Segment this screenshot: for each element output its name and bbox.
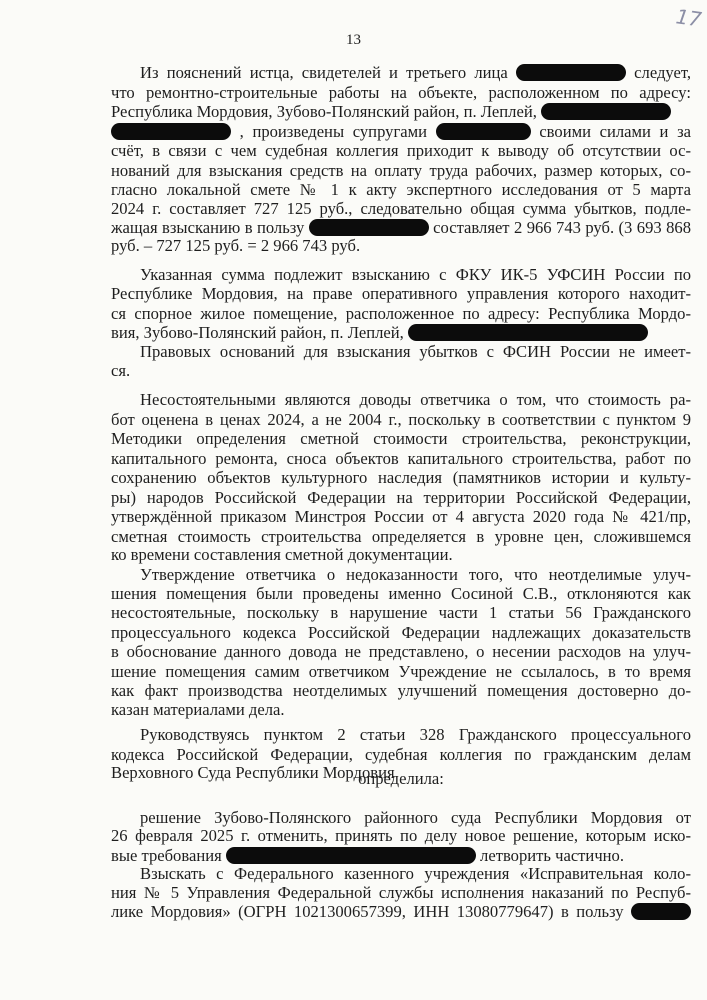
- text-line: [111, 235, 691, 257]
- text-segment: ния № 5 Управления Федеральной службы исполнения наказаний по Респуб-: [111, 883, 691, 902]
- text-segment: определила:: [358, 769, 444, 788]
- redaction-mark: [631, 903, 691, 920]
- text-segment: несостоятельные, поскольку в нарушение части 1 статьи 56 Гражданского: [111, 603, 691, 622]
- text-line: [111, 140, 691, 162]
- text-line: [111, 544, 691, 566]
- text-segment: процессуального кодекса Российской Федерации надлежащих доказательств: [111, 623, 691, 642]
- text-segment: Правовых оснований для взыскания убытков с ФСИН России не имеет-: [140, 342, 691, 361]
- section-heading: [111, 768, 691, 790]
- text-segment: кодекса Российской Федерации, судебная коллегия по гражданским делам: [111, 745, 691, 764]
- text-segment: как факт производства неотделимых улучшений помещения достоверно до-: [111, 681, 691, 700]
- text-segment: бот оценена в ценах 2024, а не 2004 г., поскольку в соответствии с пунктом 9: [111, 410, 691, 429]
- text-segment: Республика Мордовия, Зубово-Полянский район, п. Леплей,: [111, 102, 537, 121]
- text-line: [111, 641, 691, 663]
- text-line: [140, 389, 691, 411]
- text-segment: Утверждение ответчика о недоказанности того, что неотделимые улуч-: [140, 565, 691, 584]
- redaction-mark: [516, 64, 626, 81]
- redaction-mark: [309, 219, 429, 236]
- text-line: [111, 825, 691, 847]
- text-segment: сметная стоимость строительства определяется в уровне цен, сложившемся: [111, 527, 691, 546]
- text-line: [111, 901, 691, 923]
- text-line: [111, 506, 691, 528]
- text-segment: счёт, в связи с чем судебная коллегия приходит к выводу об отсутствии ос-: [111, 141, 691, 160]
- text-segment: своими силами и за: [539, 122, 691, 141]
- text-segment: следует,: [634, 63, 691, 82]
- text-segment: руб. – 727 125 руб. = 2 966 743 руб.: [111, 236, 361, 255]
- text-segment: 2024 г. составляет 727 125 руб., следовательно общая сумма убытков, подле-: [111, 199, 691, 218]
- text-segment: Руководствуясь пунктом 2 статьи 328 Гражданского процессуального: [140, 725, 691, 744]
- text-segment: утверждённой приказом Минстроя России от 4 августа 2020 года № 421/пр,: [111, 507, 691, 526]
- text-segment: Указанная сумма подлежит взысканию с ФКУ ИК-5 УФСИН России по: [140, 265, 691, 284]
- text-segment: составляет 2 966 743 руб. (3 693 868: [433, 218, 691, 237]
- text-segment: казан материалами дела.: [111, 700, 285, 719]
- page-number: 13: [346, 32, 361, 48]
- text-segment: ры) народов Российской Федерации на территории Российской Федерации,: [111, 488, 691, 507]
- text-segment: что ремонтно-строительные работы на объекте, расположенном по адресу:: [111, 83, 691, 102]
- text-segment: , произведены супругами: [239, 122, 427, 141]
- text-segment: 26 февраля 2025 г. отменить, принять по делу новое решение, которым иско-: [111, 826, 691, 845]
- handwritten-page-mark: 17: [674, 4, 703, 32]
- text-segment: шение помещения самим ответчиком Учреждение не ссылалось, в то время: [111, 662, 691, 681]
- text-segment: сохранению объектов культурного наследия (памятников истории и культу-: [111, 468, 691, 487]
- text-line: [111, 602, 691, 624]
- text-segment: Республике Мордовия, на праве оперативного управления которого находит-: [111, 284, 691, 303]
- text-line: [140, 724, 691, 746]
- text-line: [111, 467, 691, 489]
- text-segment: Из пояснений истца, свидетелей и третьего лица: [140, 63, 508, 82]
- redaction-mark: [436, 123, 531, 140]
- text-segment: вия, Зубово-Полянский район, п. Леплей,: [111, 323, 404, 342]
- text-segment: ко времени составления сметной документации.: [111, 545, 453, 564]
- text-segment: летворить частично.: [480, 846, 624, 865]
- text-segment: ся спорное жилое помещение, расположенное по адресу: Республика Мордо-: [111, 304, 691, 323]
- text-segment: Несостоятельными являются доводы ответчика о том, что стоимость ра-: [140, 390, 691, 409]
- text-line: [111, 283, 691, 305]
- text-segment: гласно локальной смете № 1 к акту экспертного исследования от 5 марта: [111, 180, 691, 199]
- text-line: [111, 699, 691, 721]
- text-segment: лике Мордовия» (ОГРН 1021300657399, ИНН 13080779647) в пользу: [111, 902, 624, 921]
- text-segment: решение Зубово-Полянского районного суда Республики Мордовия от: [140, 808, 691, 827]
- text-segment: жащая взысканию в пользу: [111, 218, 305, 237]
- text-segment: Методики определения сметной стоимости строительства, реконструкции,: [111, 429, 691, 448]
- text-segment: Верховного Суда Республики Мордовия: [111, 763, 395, 782]
- text-segment: Взыскать с Федерального казенного учреждения «Исправительная коло-: [140, 864, 691, 883]
- text-segment: в обоснование данного довода не представлено, о несении расходов на улуч-: [111, 642, 691, 661]
- text-line: [111, 428, 691, 450]
- text-segment: вые требования: [111, 846, 222, 865]
- text-segment: капитального ремонта, сноса объектов капитального строительства, работ по: [111, 449, 691, 468]
- text-line: [111, 101, 691, 123]
- text-line: [111, 360, 691, 382]
- redaction-mark: [408, 324, 648, 341]
- redaction-mark: [111, 123, 231, 140]
- text-line: [140, 62, 691, 84]
- redaction-mark: [541, 103, 671, 120]
- text-segment: нований для взыскания средств на оплату труда рабочих, размер которых, со-: [111, 161, 691, 180]
- text-segment: шения помещения были проведены именно Сосиной С.В., отклоняются как: [111, 584, 691, 603]
- text-segment: ся.: [111, 361, 131, 380]
- redaction-mark: [226, 847, 476, 864]
